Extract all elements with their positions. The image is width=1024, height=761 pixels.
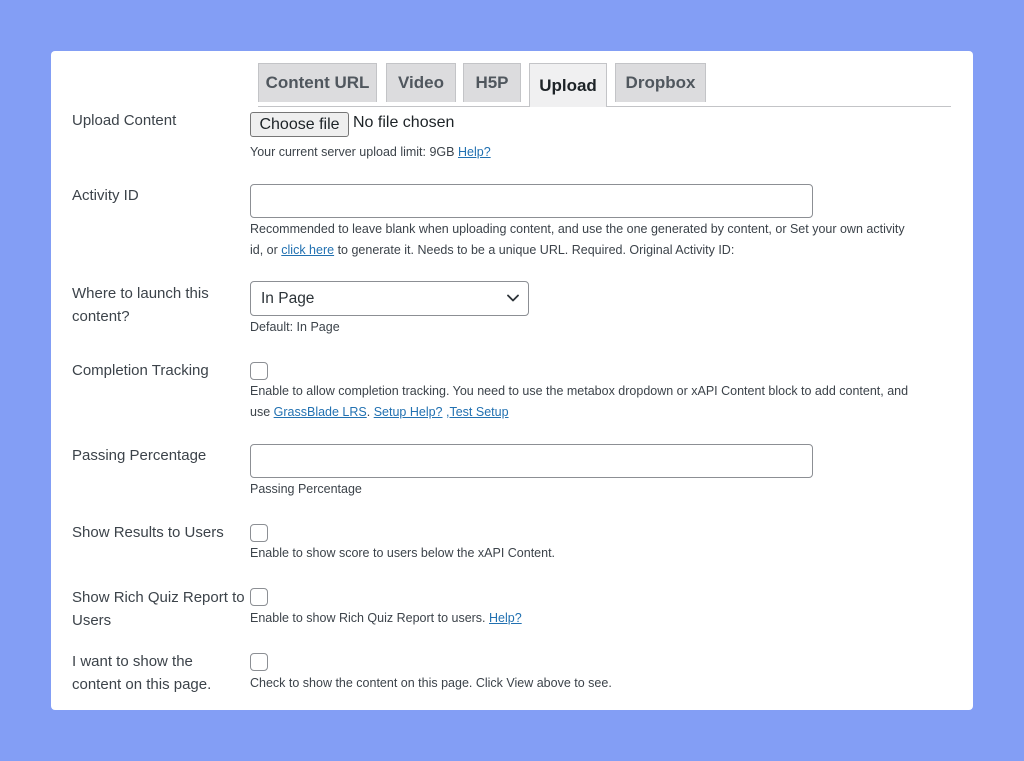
- activity-id-label: Activity ID: [72, 187, 139, 204]
- completion-tracking-label: Completion Tracking: [72, 362, 209, 379]
- upload-help-link[interactable]: Help?: [457, 145, 491, 159]
- show-results-description: Enable to show score to users below the xAPI Content.: [250, 546, 556, 560]
- settings-panel: [51, 51, 973, 710]
- tab-video[interactable]: Video: [386, 63, 456, 102]
- show-results-label: Show Results to Users: [72, 524, 224, 541]
- completion-tracking-checkbox[interactable]: [250, 362, 268, 380]
- grassblade-lrs-link[interactable]: GrassBlade LRS: [273, 404, 367, 419]
- tab-h5p[interactable]: H5P: [463, 63, 521, 102]
- tab-upload[interactable]: Upload: [529, 63, 607, 107]
- launch-select-value: In Page: [261, 289, 315, 307]
- content-tabs: [258, 63, 951, 107]
- passing-percentage-description: Passing Percentage: [250, 482, 362, 496]
- show-content-description: Check to show the content on this page. Click View above to see.: [250, 676, 612, 690]
- tab-dropbox[interactable]: Dropbox: [615, 63, 706, 102]
- setup-help-link[interactable]: Setup Help?: [373, 404, 443, 419]
- show-content-checkbox[interactable]: [250, 653, 268, 671]
- launch-default-text: Default: In Page: [250, 320, 340, 334]
- rich-quiz-description: Enable to show Rich Quiz Report to users. Help?: [250, 611, 522, 625]
- upload-content-label: Upload Content: [72, 112, 177, 129]
- passing-percentage-input[interactable]: [250, 444, 813, 478]
- file-status: No file chosen: [353, 114, 455, 131]
- generate-id-link[interactable]: click here: [281, 242, 335, 257]
- rich-quiz-checkbox[interactable]: [250, 588, 268, 606]
- activity-id-input[interactable]: [250, 184, 813, 218]
- upload-limit-text: Your current server upload limit: 9GB Help?: [250, 145, 491, 159]
- tab-content-url[interactable]: Content URL: [258, 63, 377, 102]
- show-results-checkbox[interactable]: [250, 524, 268, 542]
- show-content-label: I want to show the content on this page.: [72, 653, 212, 693]
- rich-quiz-help-link[interactable]: Help?: [489, 611, 522, 625]
- completion-tracking-description: Enable to allow completion tracking. You need to use the metabox dropdown or xAPI Content block to add content, and use GrassBlade LRS. Setup Help? ,Test Setup: [250, 384, 909, 419]
- passing-percentage-label: Passing Percentage: [72, 447, 207, 464]
- launch-label: Where to launch this content?: [72, 285, 209, 325]
- launch-select[interactable]: [250, 281, 529, 316]
- chevron-down-icon: [506, 291, 520, 305]
- choose-file-button[interactable]: Choose file: [250, 112, 349, 137]
- test-setup-link[interactable]: ,Test Setup: [446, 404, 509, 419]
- activity-id-description: Recommended to leave blank when uploading content, and use the one generated by content, or Set your own activity id, or click here to generate it. Needs to be a unique URL. Required. Original Activity ID:: [250, 222, 905, 257]
- rich-quiz-label: Show Rich Quiz Report to Users: [72, 589, 245, 629]
